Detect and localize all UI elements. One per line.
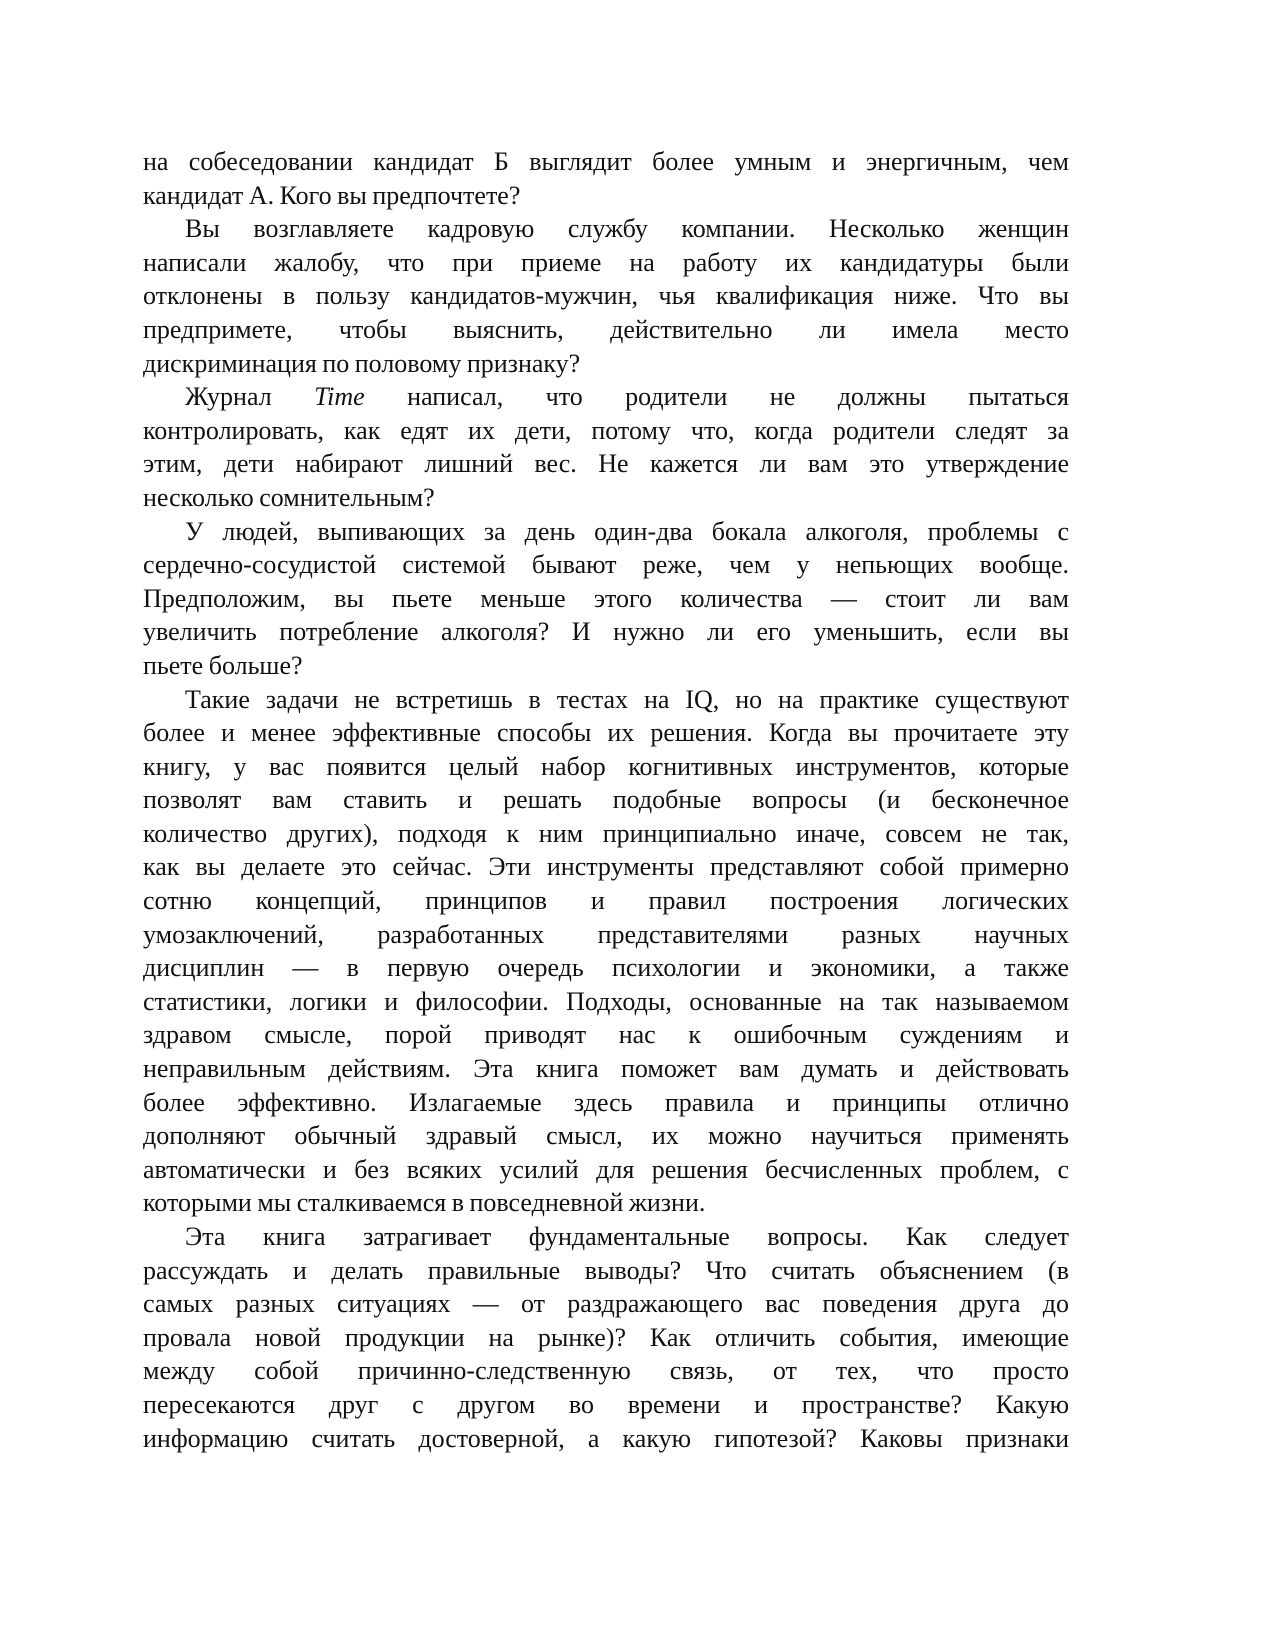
text-line: сотню концепций, принципов и правил построения логических [143, 886, 1069, 916]
paragraph [143, 212, 1069, 380]
paragraph [143, 380, 1069, 514]
text-line: предпримете, чтобы выяснить, действительно ли имела место [143, 314, 1069, 344]
text-line: на собеседовании кандидат Б выглядит более умным и энергичным, чем [143, 147, 1069, 176]
text-line: пьете больше? [143, 650, 303, 680]
text-line: умозаключений, разработанных представителями разных научных [143, 919, 1069, 949]
magazine-title: Time [314, 382, 365, 412]
paragraph [143, 145, 1069, 212]
text-line: количество других), подходя к ним принципиально иначе, совсем не так, [143, 818, 1069, 848]
text-line: статистики, логики и философии. Подходы, основанные на так называемом [143, 986, 1069, 1016]
text-line: дискриминация по половому признаку? [143, 348, 581, 378]
text-line: здравом смысле, порой приводят нас к ошибочным суждениям и [143, 1020, 1069, 1050]
text-line: отклонены в пользу кандидатов-мужчин, чья квалификация ниже. Что вы [143, 281, 1069, 311]
text-line: Вы возглавляете кадровую службу компании. Несколько женщин [185, 214, 1069, 244]
text-line: сердечно-сосудистой системой бывают реже, чем у непьющих вообще. [143, 550, 1069, 580]
paragraph [143, 1220, 1069, 1455]
text-line: более и менее эффективные способы их решения. Когда вы прочитаете эту [143, 718, 1069, 748]
text-line: позволят вам ставить и решать подобные вопросы (и бесконечное [143, 785, 1069, 815]
text-line: провала новой продукции на рынке)? Как отличить события, имеющие [143, 1322, 1069, 1352]
text-line: более эффективно. Излагаемые здесь правила и принципы отлично [143, 1087, 1069, 1117]
text-line: Предположим, вы пьете меньше этого количества — стоит ли вам [143, 583, 1069, 613]
text-line: рассуждать и делать правильные выводы? Что считать объяснением (в [143, 1255, 1069, 1285]
text-line: этим, дети набирают лишний вес. Не кажется ли вам это утверждение [143, 449, 1069, 479]
text-line: дисциплин — в первую очередь психологии и экономики, а также [143, 953, 1069, 983]
text-line: которыми мы сталкиваемся в повседневной жизни. [143, 1188, 706, 1218]
text-line: написали жалобу, что при приеме на работу их кандидатуры были [143, 247, 1069, 277]
text-line: книгу, у вас появится целый набор когнитивных инструментов, которые [143, 751, 1069, 781]
paragraph [143, 515, 1069, 683]
text-line: контролировать, как едят их дети, потому что, когда родители следят за [143, 415, 1069, 445]
document-page [143, 145, 1069, 1455]
text-line: пересекаются друг с другом во времени и пространстве? Какую [143, 1389, 1069, 1419]
text-line: дополняют обычный здравый смысл, их можно научиться применять [143, 1121, 1069, 1151]
text-line: увеличить потребление алкоголя? И нужно ли его уменьшить, если вы [143, 617, 1069, 647]
text-line: Журнал Time написал, что родители не должны пытаться [185, 382, 1069, 412]
text-line: неправильным действиям. Эта книга поможет вам думать и действовать [143, 1054, 1069, 1084]
paragraph [143, 683, 1069, 1221]
text-line: У людей, выпивающих за день один-два бокала алкоголя, проблемы с [185, 516, 1069, 546]
text-line: Такие задачи не встретишь в тестах на IQ, но на практике существуют [185, 684, 1069, 714]
text-line: несколько сомнительным? [143, 482, 435, 512]
text-line: между собой причинно-следственную связь, от тех, что просто [143, 1356, 1069, 1386]
text-line: Эта книга затрагивает фундаментальные вопросы. Как следует [185, 1222, 1069, 1251]
text-line: кандидат А. Кого вы предпочтете? [143, 180, 521, 210]
text-line: самых разных ситуациях — от раздражающего вас поведения друга до [143, 1289, 1069, 1319]
text-line: информацию считать достоверной, а какую гипотезой? Каковы признаки [143, 1423, 1069, 1453]
text-line: как вы делаете это сейчас. Эти инструменты представляют собой примерно [143, 852, 1069, 882]
text-line: автоматически и без всяких усилий для решения бесчисленных проблем, с [143, 1154, 1069, 1184]
